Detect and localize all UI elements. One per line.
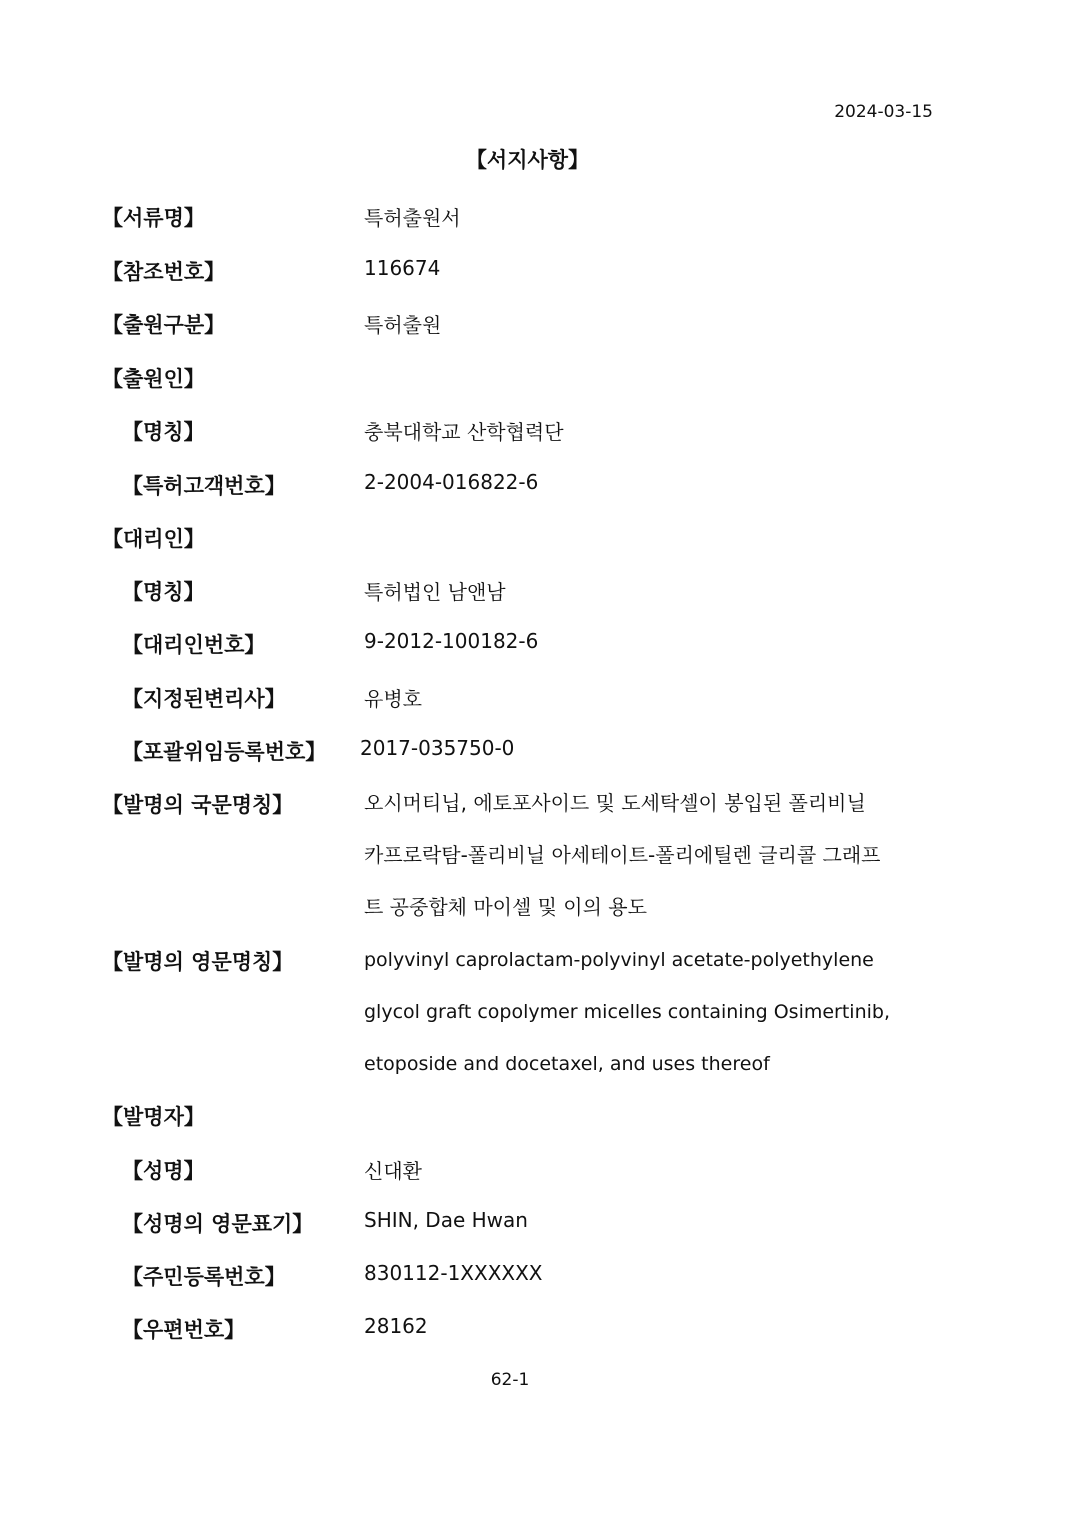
field-label: 【성명의 영문표기】 — [122, 1212, 314, 1236]
field-value: 116674 — [364, 256, 441, 280]
document-date: 2024-03-15 — [834, 102, 933, 122]
field-label: 【지정된변리사】 — [122, 687, 286, 711]
document-title: 【서지사항】 — [465, 148, 590, 172]
field-value: 충북대학교 산학협력단 — [364, 420, 564, 444]
field-value: 28162 — [364, 1314, 428, 1338]
field-value: 830112-1XXXXXX — [364, 1261, 543, 1285]
field-label: 【명칭】 — [122, 580, 205, 604]
title-line: 카프로락탐-폴리비닐 아세테이트-폴리에틸렌 글리콜 그래프 — [364, 843, 881, 867]
title-line: etoposide and docetaxel, and uses thereof — [364, 1053, 770, 1075]
field-label: 【명칭】 — [122, 420, 205, 444]
field-value: 신대환 — [364, 1159, 422, 1183]
section-label: 【발명자】 — [102, 1105, 205, 1129]
field-value — [364, 777, 974, 933]
field-label: 【발명의 영문명칭】 — [102, 950, 294, 974]
field-value — [364, 934, 974, 1090]
page-number: 62-1 — [490, 1370, 530, 1390]
field-value: 2-2004-016822-6 — [364, 470, 539, 494]
title-line: glycol graft copolymer micelles containing Osimertinib, — [364, 1001, 891, 1023]
field-label: 【서류명】 — [102, 206, 205, 230]
field-label: 【발명의 국문명칭】 — [102, 793, 294, 817]
field-value: 특허출원 — [364, 313, 442, 337]
field-label: 【포괄위임등록번호】 — [122, 740, 327, 764]
title-line: 오시머티닙, 에토포사이드 및 도세탁셀이 봉입된 폴리비닐 — [364, 791, 866, 815]
field-value: 9-2012-100182-6 — [364, 629, 539, 653]
title-line: 트 공중합체 마이셀 및 이의 용도 — [364, 895, 647, 919]
field-value: 유병호 — [364, 687, 422, 711]
field-label: 【대리인번호】 — [122, 633, 266, 657]
field-label: 【참조번호】 — [102, 260, 226, 284]
section-label: 【대리인】 — [102, 527, 205, 551]
title-line: polyvinyl caprolactam-polyvinyl acetate-polyethylene — [364, 949, 874, 971]
field-value: 특허출원서 — [364, 206, 461, 230]
section-label: 【출원인】 — [102, 367, 205, 391]
field-label: 【성명】 — [122, 1159, 205, 1183]
field-label: 【주민등록번호】 — [122, 1265, 286, 1289]
field-label: 【우편번호】 — [122, 1318, 246, 1342]
field-value: SHIN, Dae Hwan — [364, 1208, 528, 1232]
field-value: 2017-035750-0 — [360, 736, 515, 760]
field-label: 【특허고객번호】 — [122, 474, 286, 498]
field-value: 특허법인 남앤남 — [364, 580, 506, 604]
field-label: 【출원구분】 — [102, 313, 226, 337]
